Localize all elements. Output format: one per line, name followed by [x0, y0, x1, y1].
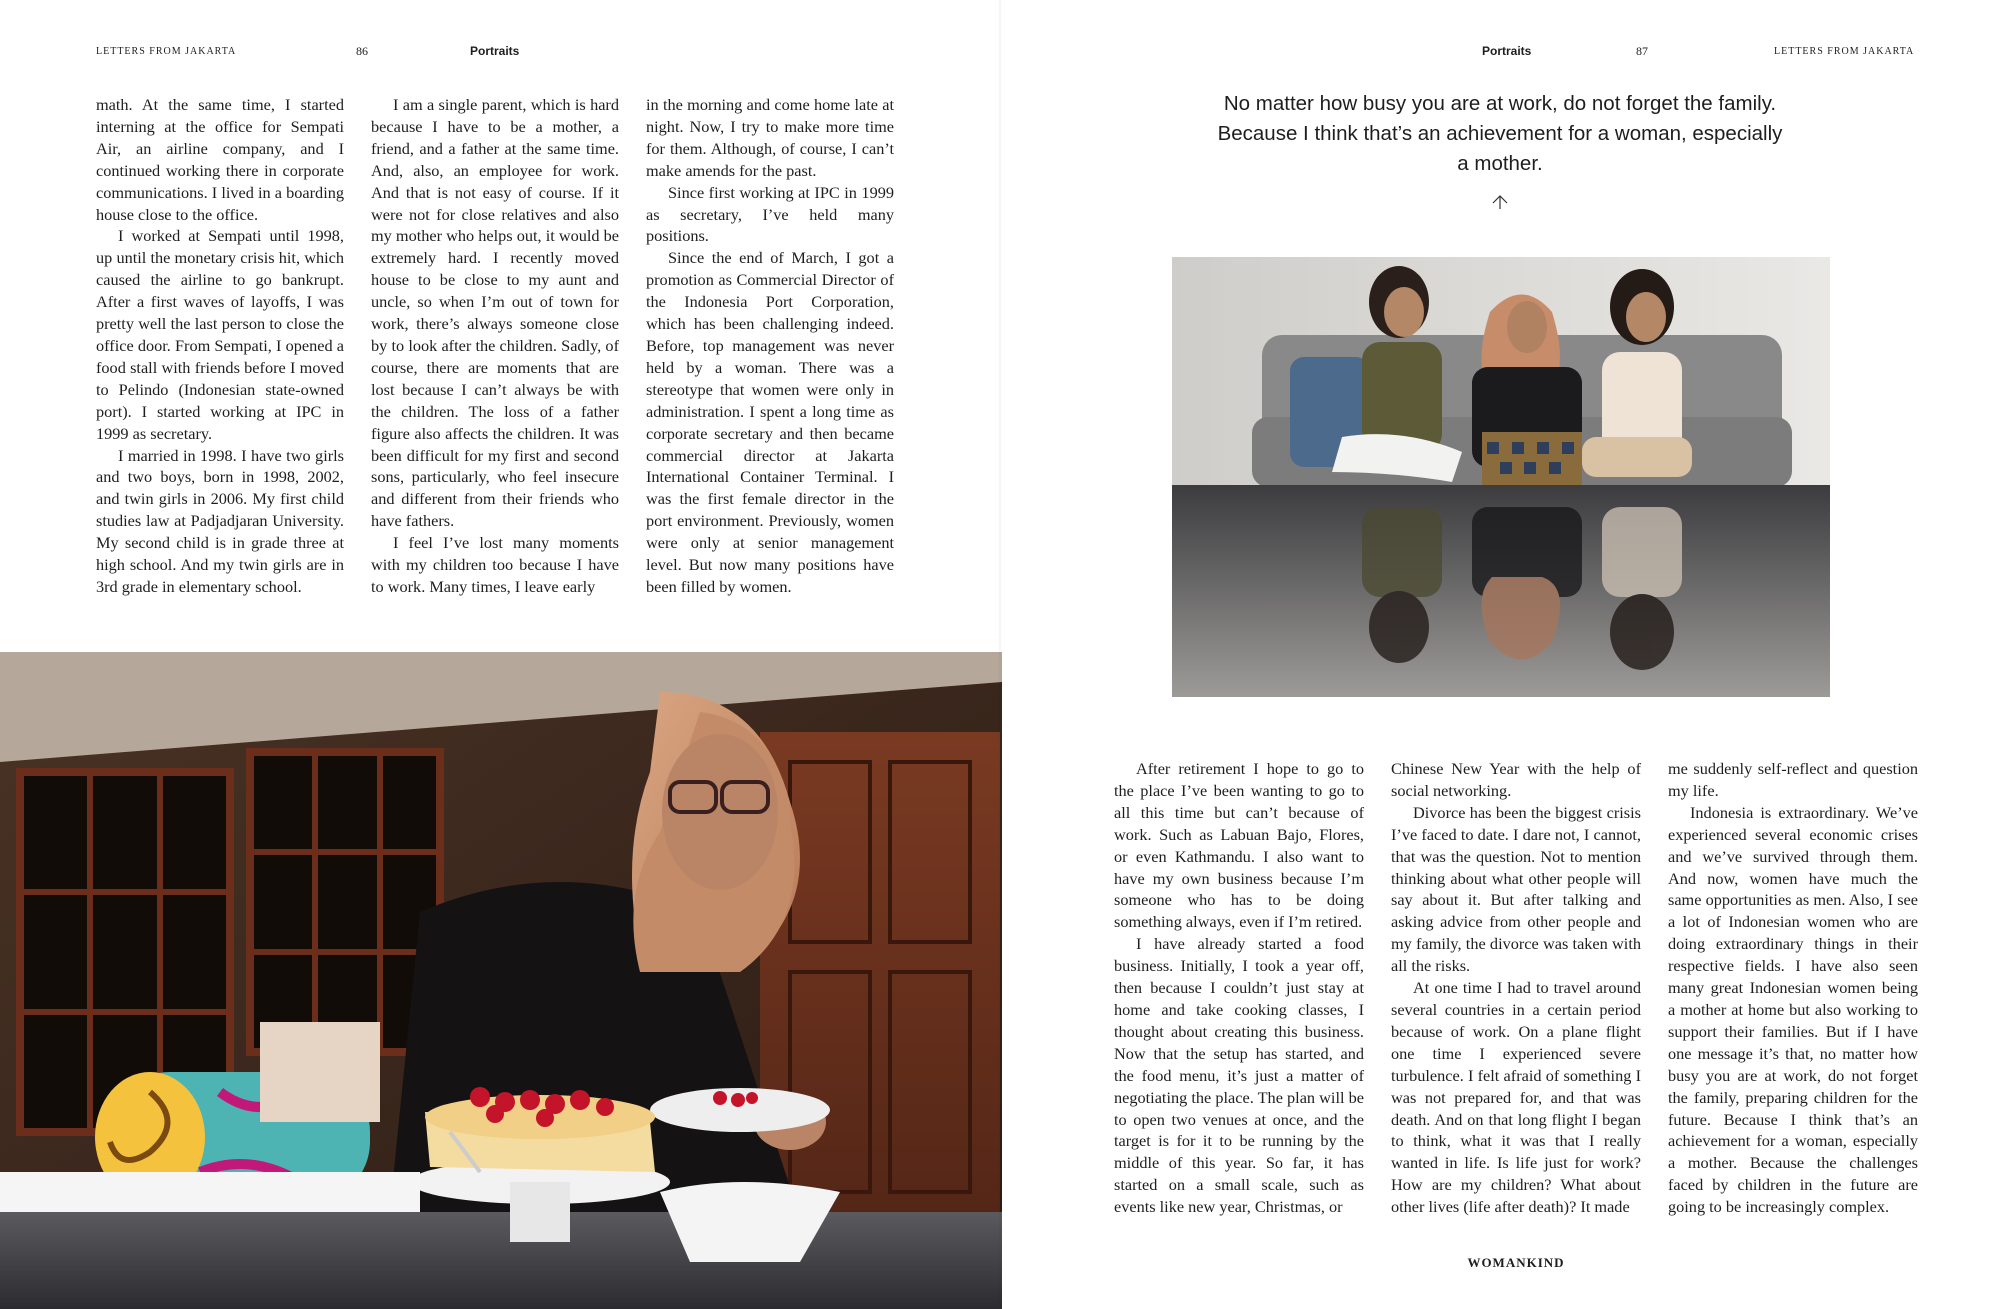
text-column-1: [96, 94, 344, 598]
paragraph: I have already started a food business. Initially, I took a year off, then because I couldn’t just stay at home and take cooking classes, I thought about creating this business. Now that the setup has started, and the food menu, it’s just a matter of negotiating the place. The plan will be to open two venues at once, and the target is for it to be running by the middle of this year. So far, it has started on a small scale, such as events like new year, Christmas, or: [1114, 934, 1364, 1217]
footer-brand: WOMANKIND: [1467, 1255, 1565, 1270]
paragraph: I worked at Sempati until 1998, up until the monetary crisis hit, which caused the airline to go bankrupt. After a first waves of layoffs, I was pretty well the last person to close the office door. From Sempati, I opened a food stall with friends before I moved to Pelindo (Indonesian state-owned port). I started working at IPC in 1999 as secretary.: [96, 226, 344, 443]
paragraph: Since the end of March, I got a promotion as Commercial Director of the Indonesia Port Corporation, which has been challenging indeed. Before, top management was never held by a woman. There was a stereotype that women were only in administration. I spent a long time as corporate secretary and then became commercial director at Jakarta International Container Terminal. I was the first female director in the port environment. Previously, women were only at senior management level. But now many positions have been filled by women.: [646, 248, 894, 596]
paragraph: I am a single parent, which is hard because I have to be a mother, a friend, and a father at the same time. And, also, an employee for work. And that is not easy of course. If it were not for close relatives and also my mother who helps out, it would be extremely hard. I recently moved house to be close to my aunt and uncle, so when I’m out of town for work, there’s always someone close by to look after the children. Sadly, of course, there are moments that are lost because I can’t always be with the children. The loss of a father figure also affects the children. It was been difficult for my first and second sons, particularly, who feel insecure and different from their friends who have fathers.: [371, 95, 619, 531]
paragraph: in the morning and come home late at night. Now, I try to make more time for them. Although, of course, I can’t make amends for the past.: [646, 95, 894, 180]
ornament-icon: [1490, 194, 1510, 210]
text-column-2: [371, 94, 619, 598]
text-column-3: [646, 94, 894, 598]
page-number: 87: [1636, 44, 1648, 58]
photo-mother-and-daughters-on-sofa: [1172, 257, 1830, 697]
running-head-section: Portraits: [470, 44, 520, 58]
photo-woman-serving-cake: [0, 652, 1002, 1309]
paragraph: me suddenly self-reflect and question my life.: [1668, 759, 1918, 800]
running-head-publication: LETTERS FROM JAKARTA: [96, 46, 237, 57]
paragraph: After retirement I hope to go to the place I’ve been wanting to go to all this time but can’t because of work. Such as Labuan Bajo, Flores, or even Kathmandu. I also want to have my own business because I’m someone who has to be doing something always, even if I’m retired.: [1114, 759, 1364, 932]
text-column-1: [1114, 758, 1364, 1218]
paragraph: Chinese New Year with the help of social networking.: [1391, 759, 1641, 800]
running-head-section: Portraits: [1482, 44, 1532, 58]
paragraph: Indonesia is extraordinary. We’ve experienced several economic crises and we’ve survived through them. And now, women have much the same opportunities as men. Also, I see a lot of Indonesian women who are doing extraordinary things in their respective fields. I have also seen many great Indonesian women being a mother at home but also working to support their families. But if I have one message it’s that, no matter how busy you are at work, do not forget the family, preparing children for the future. Because I think that’s an achievement for a woman, especially a mother. Because the challenges faced by children in the future are going to be increasingly complex.: [1668, 802, 1918, 1217]
paragraph: Since first working at IPC in 1999 as secretary, I’ve held many positions.: [646, 182, 894, 246]
text-column-3: [1668, 758, 1918, 1218]
paragraph: I feel I’ve lost many moments with my children too because I have to work. Many times, I leave early: [371, 533, 619, 596]
text-column-2: [1391, 758, 1641, 1218]
pull-quote: No matter how busy you are at work, do not forget the family. Because I think that’s an achievement for a woman, especially a mother.: [1217, 92, 1783, 175]
paragraph: At one time I had to travel around several countries in a certain period because of work. On a plane flight one time I experienced severe turbulence. I felt afraid of something I was not prepared for, and that was death. And on that long flight I began to think, what it was that I really wanted in life. Is life just for work? How are my children? What about other lives (life after death)? It made: [1391, 978, 1641, 1217]
paragraph: math. At the same time, I started interning at the office for Sempati Air, an airline company, and I continued working there in corporate communications. I lived in a boarding house close to the office.: [96, 95, 344, 224]
paragraph: Divorce has been the biggest crisis I’ve faced to date. I dare not, I cannot, that was the question. Not to mention thinking about what other people will say about it. But after talking and asking advice from other people and my family, the divorce was taken with all the risks.: [1391, 802, 1641, 976]
paragraph: I married in 1998. I have two girls and two boys, born in 1998, 2002, and twin girls in 2006. My first child studies law at Padjadjaran University. My second child is in grade three at high school. And my twin girls are in 3rd grade in elementary school.: [96, 445, 344, 596]
right-page: [1000, 0, 2000, 1309]
running-head-publication: LETTERS FROM JAKARTA: [1774, 46, 1915, 57]
page-number: 86: [356, 44, 368, 58]
